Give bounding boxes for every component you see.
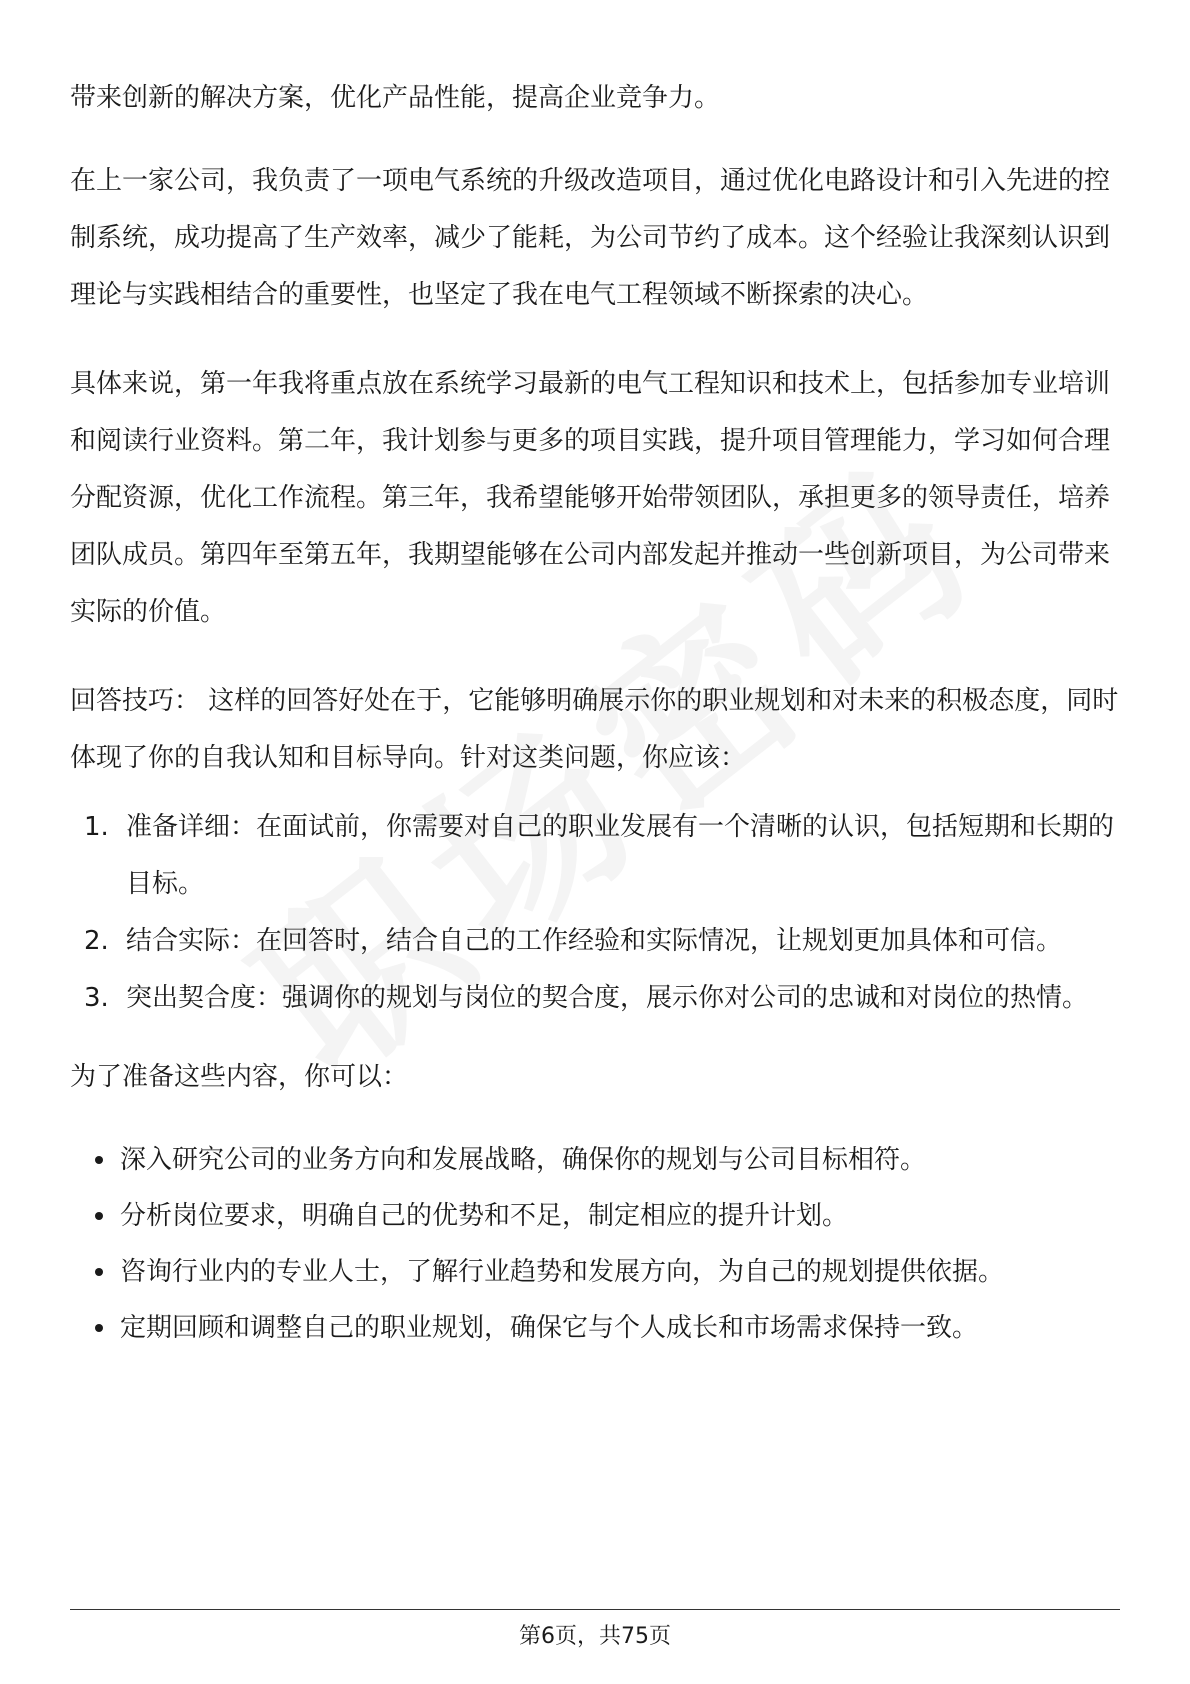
document-body	[70, 70, 1120, 1356]
footer-divider	[70, 1609, 1120, 1610]
list-item-text: 定期回顾和调整自己的职业规划，确保它与个人成长和市场需求保持一致。	[120, 1313, 979, 1343]
list-item	[70, 1188, 1120, 1244]
bullet-icon	[95, 1324, 103, 1332]
bullet-icon	[95, 1156, 103, 1164]
list-number: 2.	[84, 926, 109, 956]
list-number: 1.	[84, 812, 109, 842]
preparation-bullet-list	[70, 1132, 1120, 1356]
answer-tips-intro: 回答技巧： 这样的回答好处在于，它能够明确展示你的职业规划和对未来的积极态度，同时体现了你的自我认知和目标导向。针对这类问题，你应该：	[70, 686, 1119, 773]
list-item	[70, 1300, 1120, 1356]
list-item-text: 分析岗位要求，明确自己的优势和不足，制定相应的提升计划。	[120, 1201, 849, 1231]
list-item	[70, 799, 1120, 913]
paragraph: 具体来说，第一年我将重点放在系统学习最新的电气工程知识和技术上，包括参加专业培训和阅读行业资料。第二年，我计划参与更多的项目实践，提升项目管理能力，学习如何合理分配资源，优化工作流程。第三年，我希望能够开始带领团队，承担更多的领导责任，培养团队成员。第四年至第五年，我期望能够在公司内部发起并推动一些创新项目，为公司带来实际的价值。	[70, 369, 1111, 627]
list-item-text: 咨询行业内的专业人士，了解行业趋势和发展方向，为自己的规划提供依据。	[120, 1257, 1005, 1287]
tips-numbered-list	[70, 799, 1120, 1027]
preparation-intro: 为了准备这些内容，你可以：	[70, 1062, 409, 1092]
list-item	[70, 970, 1120, 1027]
list-item	[70, 1244, 1120, 1300]
bullet-icon	[95, 1268, 103, 1276]
bullet-icon	[95, 1212, 103, 1220]
paragraph: 在上一家公司，我负责了一项电气系统的升级改造项目，通过优化电路设计和引入先进的控制系统，成功提高了生产效率，减少了能耗，为公司节约了成本。这个经验让我深刻认识到理论与实践相结合的重要性，也坚定了我在电气工程领域不断探索的决心。	[70, 166, 1111, 310]
list-item	[70, 1132, 1120, 1188]
list-number: 3.	[84, 983, 109, 1013]
list-item-text: 准备详细：在面试前，你需要对自己的职业发展有一个清晰的认识，包括短期和长期的目标。	[126, 812, 1115, 899]
list-item-text: 深入研究公司的业务方向和发展战略，确保你的规划与公司目标相符。	[120, 1145, 927, 1175]
page-number: 第6页，共75页	[519, 1624, 671, 1649]
list-item-text: 结合实际：在回答时，结合自己的工作经验和实际情况，让规划更加具体和可信。	[126, 926, 1063, 956]
list-item	[70, 913, 1120, 970]
list-item-text: 突出契合度：强调你的规划与岗位的契合度，展示你对公司的忠诚和对岗位的热情。	[126, 983, 1089, 1013]
paragraph: 带来创新的解决方案，优化产品性能，提高企业竞争力。	[70, 83, 721, 113]
